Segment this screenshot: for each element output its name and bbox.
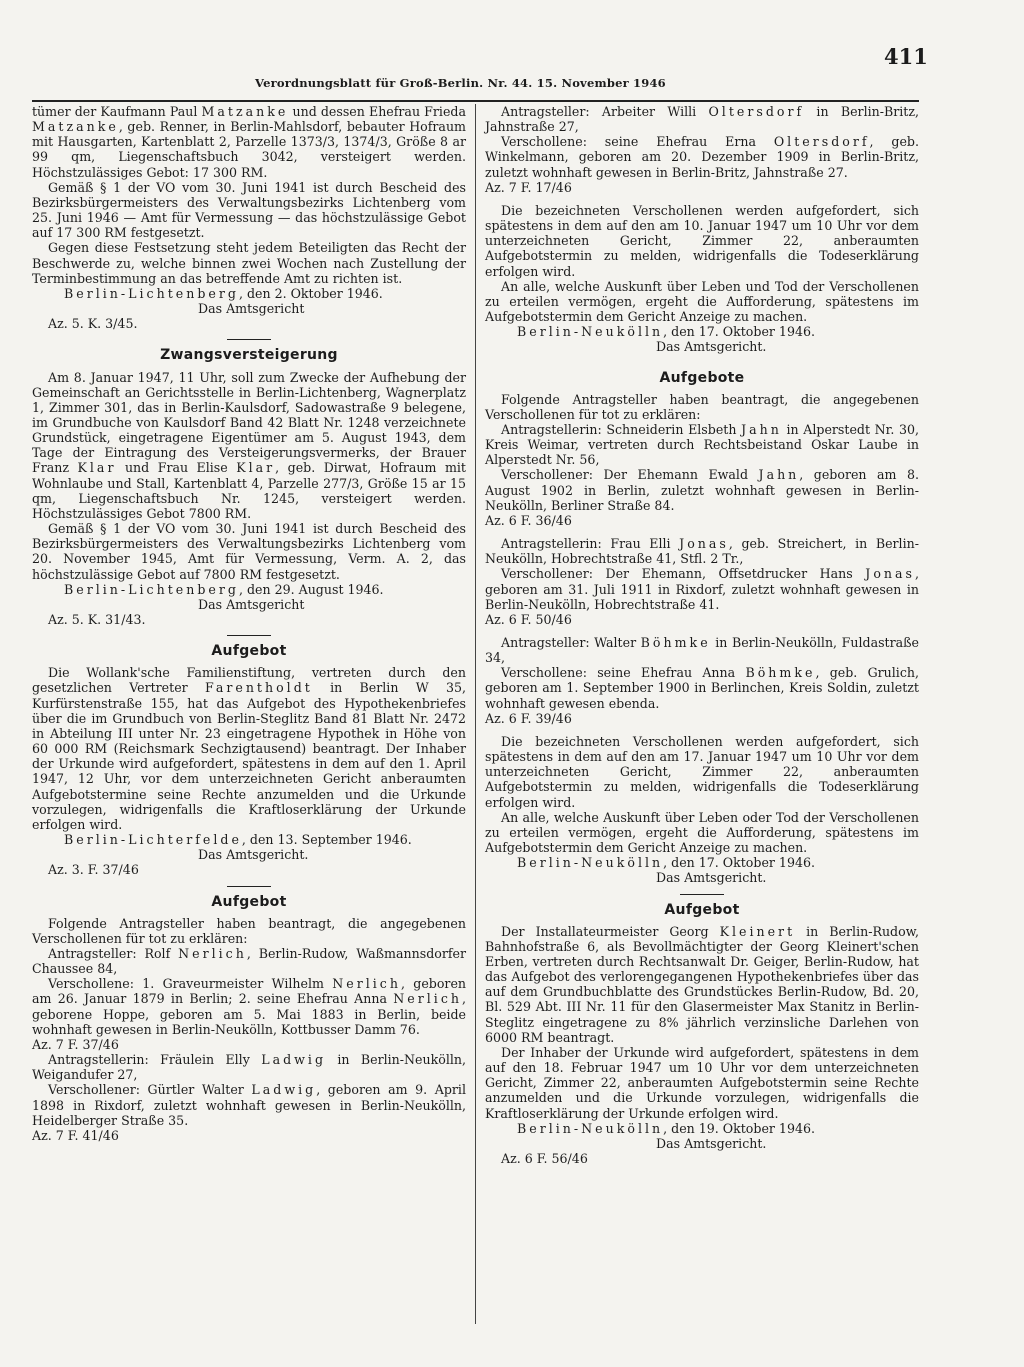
court-name: Das Amtsgericht [198, 596, 305, 612]
notice-3-paragraph: Die Wollank'sche Familienstiftung, vertreten durch den gesetzlichen Vertreter Farentholdt in Berlin W 35, Kurfürstenstraße 155, hat das Aufgebot des Hypothekenbriefes über die im Grundbuch von Berlin-Steglitz Band 81 Blatt Nr. 2472 in Abteilung III unter Nr. 23 eingetragene Hypothek in Höhe von 60 000 RM (Reichsmark Sechzigtausend) beantragt. Der Inhaber der Urkunde wird aufgefordert, spätestens in dem auf den 1. April 1947, 12 Uhr, vor dem unterzeichneten Gericht anberaumten Aufgebotstermine seine Rechte anzumelden und die Urkunde vorzulegen, widrigenfalls die Kraftloserklärung der Urkunde erfolgen wird. [32, 665, 466, 832]
case-reference: Az. 5. K. 31/43. [48, 612, 146, 627]
person-name: Kleinert [719, 923, 796, 939]
case-reference: Az. 5. K. 3/45. [48, 316, 138, 332]
missing-person-entry: Verschollene: seine Ehefrau Erna Oltersdorf, geb. Winkelmann, geboren am 20. Dezember 1909 in Berlin-Britz, zuletzt wohnhaft gewesen in Berlin-Britz, Jahnstraße 27. [485, 134, 919, 180]
applicant-entry: Antragsteller: Rolf Nerlich, Berlin-Rudow, Waßmannsdorfer Chaussee 84, [32, 945, 466, 977]
notice-2-paragraph: Am 8. Januar 1947, 11 Uhr, soll zum Zwecke der Aufhebung der Gemeinschaft an Gerichtsstelle in Berlin-Lichtenberg, Wagnerplatz 1, Zimmer 301, das in Berlin-Kaulsdorf, Sadowastraße 9 belegene, im Grundbuche von Kaulsdorf Band 42 Blatt Nr. 1248 verzeichnete Grundstück, eingetragene Eigentümer am 5. August 1943, dem Tage der Eintragung des Versteigerungsvermerks, der Brauer Franz Klar und Frau Elise Klar, geb. Dirwat, Hofraum mit Wohnlaube und Stall, Kartenblatt 4, Parzelle 277/3, Größe 15 ar 15 qm, Liegenschaftsbuch Nr. 1245, versteigert werden. Höchstzulässiges Gebot 7800 RM. [32, 369, 466, 521]
case-reference: Az. 6 F. 36/46 [485, 512, 572, 528]
person-name: Böhmke [745, 665, 816, 681]
section-heading: Aufgebote [659, 369, 745, 386]
person-name: Jahn [758, 467, 800, 483]
page-number: 411 [884, 44, 928, 69]
applicant-entry: Antragsteller: Walter Böhmke in Berlin-Neukölln, Fuldastraße 34, [485, 635, 919, 666]
person-name: Ladwig [251, 1082, 317, 1098]
column-rule [475, 104, 476, 1324]
summons-paragraph: Die bezeichneten Verschollenen werden aufgefordert, sich spätestens in dem auf den am 17. Januar 1947 um 10 Uhr vor dem unterzeichneten Gericht, Zimmer 22, anberaumten Aufgebotstermin zu melden, widrigenfalls die Todeserklärung erfolgen wird. [485, 733, 919, 810]
signature-line: Berlin-Lichterfelde, den 13. September 1946. [64, 832, 412, 848]
person-name: Matzanke [201, 104, 289, 119]
person-name: Oltersdorf [708, 104, 805, 119]
person-name: Nerlich [332, 976, 401, 992]
person-name: Farentholdt [204, 680, 313, 696]
section-heading: Aufgebot [664, 901, 740, 918]
signature-line: Berlin-Lichtenberg, den 2. Oktober 1946. [64, 285, 383, 301]
case-reference: Az. 7 F. 41/46 [32, 1127, 119, 1143]
court-name: Das Amtsgericht [198, 301, 305, 317]
person-name: Böhmke [640, 635, 711, 650]
court-name: Das Amtsgericht. [198, 847, 309, 863]
signature-line: Berlin-Neukölln, den 19. Oktober 1946. [517, 1120, 815, 1136]
case-reference: Az. 6 F. 50/46 [485, 611, 572, 627]
person-name: Jonas [865, 566, 915, 582]
summons-paragraph: Die bezeichneten Verschollenen werden aufgefordert, sich spätestens in dem auf den am 10. Januar 1947 um 10 Uhr vor dem unterzeichneten Gericht, Zimmer 22, anberaumten Aufgebotstermin zu melden, widrigenfalls die Todeserklärung erfolgen wird. [485, 202, 919, 279]
notice-paragraph: Der Installateurmeister Georg Kleinert in Berlin-Rudow, Bahnhofstraße 6, als Bevollmächtigter der Georg Kleinert'schen Erben, vertreten durch Rechtsanwalt Dr. Geiger, Berlin-Rudow, hat das Aufgebot des verlorengegangenen Hypothekenbriefes über das auf dem Grundbuchblatte des Grundstückes Berlin-Rudow, Bd. 20, Bl. 529 Abt. III Nr. 11 für den Glasermeister Max Stanitz in Berlin-Steglitz eingetragene zu 8% jährlich verzinsliche Darlehen von 6000 RM beantragt. [485, 923, 919, 1045]
case-reference: Az. 7 F. 17/46 [485, 179, 572, 195]
signature-line: Berlin-Neukölln, den 17. Oktober 1946. [517, 855, 815, 871]
missing-person-entry: Verschollene: 1. Graveurmeister Wilhelm Nerlich, geboren am 26. Januar 1879 in Berlin; 2. seine Ehefrau Anna Nerlich, geborene Hoppe, geboren am 5. Mai 1883 in Berlin, beide wohnhaft gewesen in Berlin-Neukölln, Kottbusser Damm 76. [32, 976, 467, 1037]
section-divider [227, 886, 271, 887]
applicant-entry: Antragstellerin: Schneiderin Elsbeth Jahn in Alperstedt Nr. 30, Kreis Weimar, vertreten durch Rechtsbeistand Oskar Laube in Alperstedt Nr. 56, [485, 421, 919, 468]
header-rule [32, 100, 919, 102]
notice-intro: Folgende Antragsteller haben beantragt, die angegebenen Verschollenen für tot zu erklären: [485, 391, 919, 422]
right-column [485, 104, 919, 1166]
person-name: Ladwig [261, 1052, 327, 1068]
signature-line: Berlin-Lichtenberg, den 29. August 1946. [64, 581, 384, 597]
missing-person-entry: Verschollener: Der Ehemann Ewald Jahn, geboren am 8. August 1902 in Berlin, zuletzt wohnhaft gewesen in Berlin-Neukölln, Berliner Straße 84. [485, 467, 919, 513]
person-name: Jonas [679, 536, 729, 552]
missing-person-entry: Verschollene: seine Ehefrau Anna Böhmke, geb. Grulich, geboren am 1. September 1900 in Berlinchen, Kreis Soldin, zuletzt wohnhaft gewesen ebenda. [485, 665, 919, 711]
case-reference: Az. 6 F. 56/46 [501, 1151, 588, 1166]
applicant-entry: Antragstellerin: Frau Elli Jonas, geb. Streichert, in Berlin-Neukölln, Hobrechtstraße 41, Stfl. 2 Tr., [485, 536, 919, 567]
person-name: Matzanke [32, 119, 119, 135]
person-name: Nerlich [393, 991, 462, 1007]
missing-person-entry: Verschollener: Der Ehemann, Offsetdrucker Hans Jonas, geboren am 31. Juli 1911 in Rixdorf, zuletzt wohnhaft gewesen in Berlin-Neukölln, Hobrechtstraße 41. [485, 566, 919, 612]
notice-1-paragraph: Gegen diese Festsetzung steht jedem Beteiligten das Recht der Beschwerde zu, welche binnen zwei Wochen nach Zustellung der Terminbestimmung an das betreffende Amt zu richten ist. [32, 240, 466, 286]
court-name: Das Amtsgericht. [656, 870, 767, 886]
missing-person-entry: Verschollener: Gürtler Walter Ladwig, geboren am 9. April 1898 in Rixdorf, zuletzt wohnhaft gewesen in Berlin-Neukölln, Heidelberger Straße 35. [32, 1082, 466, 1128]
case-reference: Az. 3. F. 37/46 [48, 862, 139, 878]
person-name: Nerlich [178, 945, 247, 961]
person-name: Klar [236, 460, 276, 476]
case-reference: Az. 6 F. 39/46 [485, 710, 572, 726]
section-heading: Aufgebot [211, 893, 287, 910]
section-divider [227, 635, 271, 636]
person-name: Jahn [741, 421, 782, 437]
section-divider [227, 339, 271, 340]
applicant-entry: Antragstellerin: Fräulein Elly Ladwig in Berlin-Neukölln, Weigandufer 27, [32, 1052, 466, 1083]
summons-paragraph: An alle, welche Auskunft über Leben oder Tod der Verschollenen zu erteilen vermögen, ergeht die Aufforderung, spätestens im Aufgebotstermin dem Gericht Anzeige zu machen. [485, 809, 919, 856]
court-name: Das Amtsgericht. [656, 339, 767, 355]
notice-paragraph: Der Inhaber der Urkunde wird aufgefordert, spätestens in dem auf den 18. Februar 1947 um 10 Uhr vor dem unterzeichneten Gericht, Zimmer 22, anberaumten Aufgebotstermin seine Rechte anzumelden und die Urkunde vorzulegen, widrigenfalls die Kraftloserklärung der Urkunde erfolgen wird. [485, 1044, 919, 1121]
summons-paragraph: An alle, welche Auskunft über Leben und Tod der Verschollenen zu erteilen vermögen, ergeht die Aufforderung, spätestens im Aufgebotstermin dem Gericht Anzeige zu machen. [485, 278, 919, 325]
case-reference: Az. 7 F. 37/46 [32, 1036, 119, 1052]
notice-1-paragraph: Gemäß § 1 der VO vom 30. Juni 1941 ist durch Bescheid des Bezirksbürgermeisters des Verwaltungsbezirks Lichtenberg vom 25. Juni 1946 — Amt für Vermessung — das höchstzulässige Gebot auf 17 300 RM festgesetzt. [32, 179, 466, 241]
signature-line: Berlin-Neukölln, den 17. Oktober 1946. [517, 324, 815, 340]
section-heading: Zwangsversteigerung [160, 347, 338, 364]
person-name: Klar [77, 460, 117, 476]
running-title: Verordnungsblatt für Groß-Berlin. Nr. 44. 15. November 1946 [255, 76, 666, 90]
notice-1-paragraph: tümer der Kaufmann Paul Matzanke und dessen Ehefrau Frieda Matzanke, geb. Renner, in Berlin-Mahlsdorf, bebauter Hofraum mit Hausgarten, Kartenblatt 2, Parzelle 1373/3, 1374/3, Größe 8 ar 99 qm, Liegenschaftsbuch 3042, versteigert werden. Höchstzulässiges Gebot: 17 300 RM. [32, 104, 466, 180]
section-divider [680, 894, 724, 895]
person-name: Oltersdorf [773, 134, 870, 150]
section-heading: Aufgebot [211, 643, 287, 660]
court-name: Das Amtsgericht. [656, 1135, 767, 1151]
applicant-entry: Antragsteller: Arbeiter Willi Oltersdorf in Berlin-Britz, Jahnstraße 27, [485, 104, 920, 135]
left-column [32, 104, 466, 1143]
notice-4-intro: Folgende Antragsteller haben beantragt, die angegebenen Verschollenen für tot zu erklären: [32, 915, 466, 946]
notice-2-paragraph: Gemäß § 1 der VO vom 30. Juni 1941 ist durch Bescheid des Bezirksbürgermeisters des Verwaltungsbezirks Lichtenberg vom 20. November 1945, Amt für Vermessung, Verm. A. 2, das höchstzulässige Gebot auf 7800 RM festgesetzt. [32, 521, 466, 582]
